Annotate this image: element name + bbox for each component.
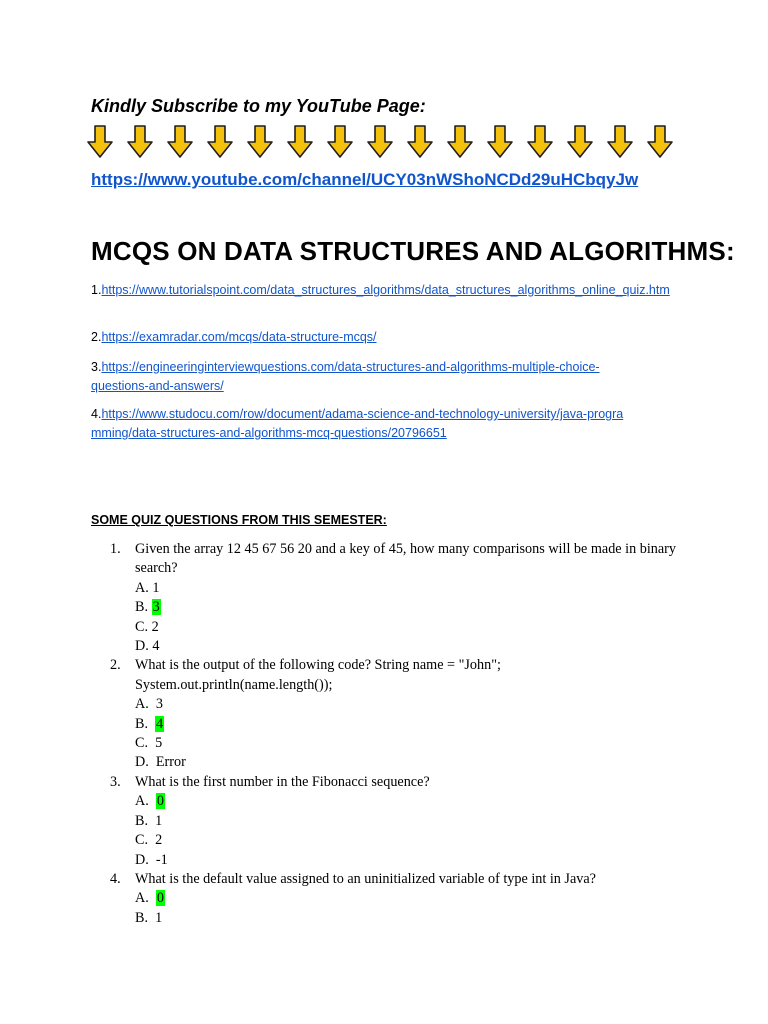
option-value: 1	[152, 579, 160, 596]
quiz-heading: SOME QUIZ QUESTIONS FROM THIS SEMESTER:	[91, 513, 387, 527]
down-arrow-icon	[328, 126, 352, 157]
option-b: B. 1	[135, 812, 163, 829]
option-value: 1	[155, 909, 163, 926]
down-arrow-icon	[408, 126, 432, 157]
question-4	[110, 870, 710, 928]
option-value: 2	[155, 832, 163, 849]
down-arrow-icon	[248, 126, 272, 157]
correct-answer-highlight: 3	[152, 599, 160, 616]
option-b: B. 3	[135, 599, 160, 616]
down-arrow-icon	[368, 126, 392, 157]
option-value: 5	[155, 735, 163, 752]
question-text: What is the default value assigned to an uninitialized variable of type int in Java?	[135, 870, 596, 887]
question-text: What is the first number in the Fibonacci sequence?	[135, 773, 430, 790]
reference-url[interactable]: https://www.studocu.com/row/document/adama-science-and-technology-university/java-programming/data-structures-and-algorithms-mcq-questions/20796651	[91, 407, 624, 440]
down-arrow-icon	[448, 126, 472, 157]
reference-link-3	[91, 358, 631, 396]
link-prefix: 2.	[91, 330, 102, 344]
reference-link-2	[91, 328, 691, 347]
down-arrow-icon	[168, 126, 192, 157]
quiz-list	[110, 540, 710, 928]
question-number: 2.	[110, 657, 121, 674]
down-arrow-icon	[568, 126, 592, 157]
down-arrow-icon	[208, 126, 232, 157]
question-1	[110, 540, 710, 656]
reference-link-1	[91, 281, 691, 300]
reference-url[interactable]: https://engineeringinterviewquestions.com/data-structures-and-algorithms-multiple-choice-questions-and-answers/	[91, 360, 600, 393]
option-d: D. 4	[135, 638, 160, 655]
question-number: 1.	[110, 541, 121, 557]
question-text: Given the array 12 45 67 56 20 and a key of 45, how many comparisons will be made in binary search?	[135, 541, 676, 577]
down-arrow-icon	[608, 126, 632, 157]
option-value: 2	[151, 618, 159, 635]
option-b: B. 4	[135, 715, 164, 732]
down-arrow-icon	[288, 126, 312, 157]
option-value: -1	[155, 851, 168, 868]
option-a: A. 0	[135, 890, 164, 907]
down-arrow-icon	[88, 126, 112, 157]
down-arrow-icon	[648, 126, 672, 157]
option-a: A. 0	[135, 793, 164, 810]
subscribe-heading: Kindly Subscribe to my YouTube Page:	[91, 96, 426, 116]
correct-answer-highlight: 0	[156, 793, 164, 810]
option-a: A. 1	[135, 579, 160, 596]
option-d: D. Error	[135, 754, 186, 771]
link-prefix: 1.	[91, 283, 102, 297]
option-c: C. 5	[135, 735, 163, 752]
correct-answer-highlight: 0	[156, 890, 164, 907]
option-value: 3	[155, 696, 163, 713]
question-number: 3.	[110, 773, 121, 790]
youtube-channel-link[interactable]: https://www.youtube.com/channel/UCY03nWShoNCDd29uHCbqyJw	[91, 170, 639, 189]
link-prefix: 3.	[91, 360, 102, 374]
question-text: What is the output of the following code? String name = "John"; System.out.println(name.length());	[135, 657, 501, 693]
reference-url[interactable]: https://www.tutorialspoint.com/data_structures_algorithms/data_structures_algorithms_online_quiz.htm	[101, 283, 670, 297]
option-value: Error	[155, 754, 186, 771]
option-a: A. 3	[135, 696, 163, 713]
option-value: 4	[152, 638, 160, 655]
link-prefix: 4.	[91, 407, 102, 421]
option-b: B. 1	[135, 909, 163, 926]
question-3	[110, 773, 710, 870]
down-arrow-icon	[488, 126, 512, 157]
reference-url[interactable]: https://examradar.com/mcqs/data-structure-mcqs/	[101, 330, 377, 344]
correct-answer-highlight: 4	[156, 715, 164, 732]
page-title: MCQS ON DATA STRUCTURES AND ALGORITHMS:	[91, 236, 735, 266]
down-arrows-row	[80, 124, 680, 160]
option-c: C. 2	[135, 618, 159, 635]
question-number: 4.	[110, 870, 121, 887]
down-arrow-icon	[128, 126, 152, 157]
down-arrow-icon	[528, 126, 552, 157]
option-d: D. -1	[135, 851, 168, 868]
question-2	[110, 656, 710, 772]
option-c: C. 2	[135, 832, 163, 849]
option-value: 1	[155, 812, 163, 829]
reference-link-4	[91, 405, 631, 443]
